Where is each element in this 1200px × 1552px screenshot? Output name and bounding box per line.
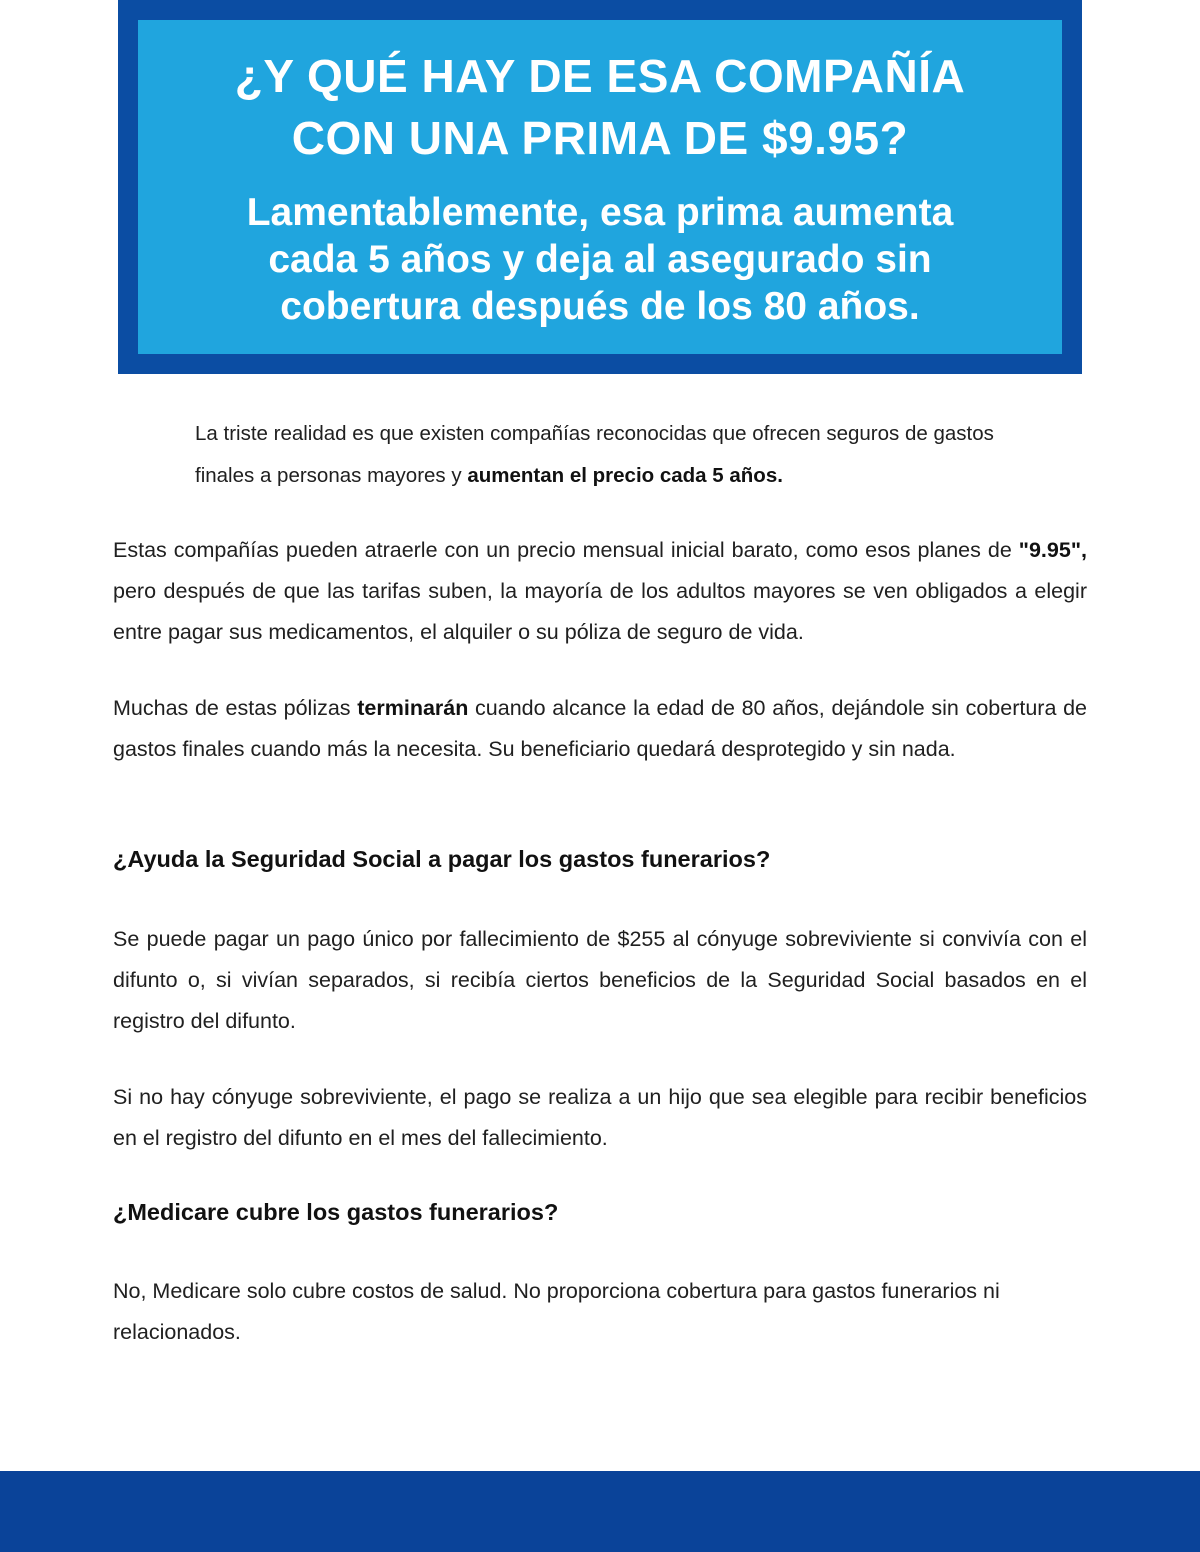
- hero-banner: [118, 0, 1082, 374]
- paragraph-lump-sum: Se puede pagar un pago único por fallecimiento de $255 al cónyuge sobreviviente si convivía con el difunto o, si vivían separados, si recibía ciertos beneficios de la Seguridad Social basados en el registro del difunto.: [113, 927, 1087, 1033]
- paragraph-cheap-plans: [113, 530, 1087, 653]
- policies-terminate-post: cuando alcance la edad de 80 años, dejándole sin cobertura de gastos finales cuando más la necesita. Su beneficiario quedará desprotegido y sin nada.: [113, 696, 1087, 761]
- intro-paragraph: [195, 413, 1011, 497]
- cheap-plans-pre: Estas compañías pueden atraerle con un precio mensual inicial barato, como esos planes de: [113, 538, 1019, 562]
- hero-subtitle: [247, 189, 954, 330]
- heading-medicare: ¿Medicare cubre los gastos funerarios?: [113, 1199, 559, 1225]
- hero-title-line2: CON UNA PRIMA DE $9.95?: [291, 111, 909, 164]
- heading-social-security: ¿Ayuda la Seguridad Social a pagar los gastos funerarios?: [113, 846, 771, 872]
- policies-terminate-pre: Muchas de estas pólizas: [113, 696, 358, 720]
- cheap-plans-bold: "9.95",: [1018, 538, 1087, 562]
- hero-title: [235, 45, 965, 169]
- policies-terminate-bold: terminarán: [357, 696, 469, 720]
- hero-title-line1: ¿Y QUÉ HAY DE ESA COMPAÑÍA: [234, 49, 966, 102]
- article-content: [113, 413, 1087, 1353]
- intro-text: La triste realidad es que existen compañías reconocidas que ofrecen seguros de gastos finales a personas mayores y: [195, 422, 994, 487]
- cheap-plans-post: pero después de que las tarifas suben, la mayoría de los adultos mayores se ven obligados a elegir entre pagar sus medicamentos, el alquiler o su póliza de seguro de vida.: [113, 579, 1087, 644]
- footer-bar: [0, 1471, 1200, 1552]
- hero-subtitle-line1: Lamentablemente, esa prima aumenta: [246, 190, 954, 234]
- intro-bold-text: aumentan el precio cada 5 años.: [467, 464, 783, 487]
- paragraph-policies-terminate: [113, 688, 1087, 770]
- hero-panel: [138, 20, 1062, 354]
- paragraph-medicare-answer: No, Medicare solo cubre costos de salud. No proporciona cobertura para gastos funerarios ni relacionados.: [113, 1279, 1000, 1344]
- hero-subtitle-line3: cobertura después de los 80 años.: [280, 284, 920, 328]
- paragraph-no-spouse: Si no hay cónyuge sobreviviente, el pago se realiza a un hijo que sea elegible para recibir beneficios en el registro del difunto en el mes del fallecimiento.: [113, 1085, 1087, 1150]
- hero-subtitle-line2: cada 5 años y deja al asegurado sin: [268, 237, 932, 281]
